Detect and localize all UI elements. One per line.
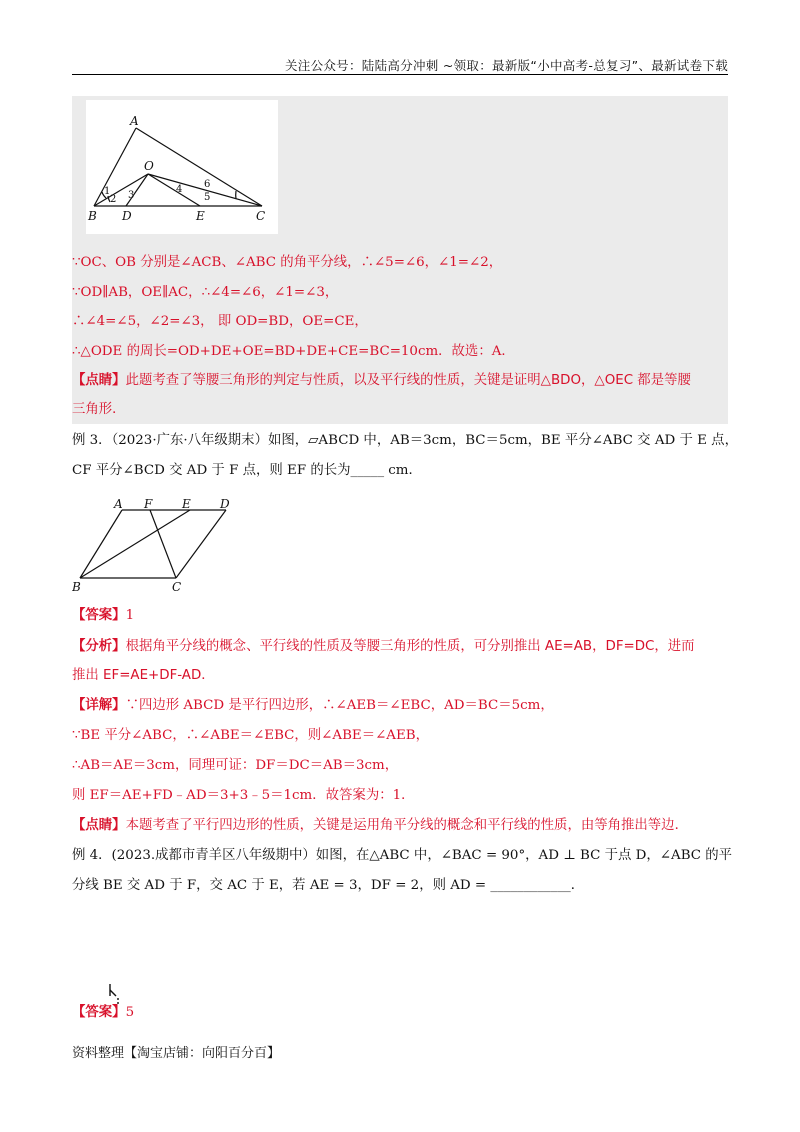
label-b: B <box>72 580 81 594</box>
label-c: C <box>172 580 182 594</box>
label-5: 5 <box>204 192 211 203</box>
label-2: 2 <box>110 194 117 205</box>
figure-triangle-abc <box>86 100 278 234</box>
figure-parallelogram-svg <box>72 496 242 594</box>
label-o: O <box>144 159 154 173</box>
example3-answer <box>72 606 728 626</box>
label-4: 4 <box>176 184 183 195</box>
example3-analysis-line-2: 推出 EF=AE+DF-AD． <box>72 668 215 683</box>
label-e: E <box>196 209 205 223</box>
example3-question-line-2: CF 平分∠BCD 交 AD 于 F 点，则 EF 的长为_____ cm． <box>72 463 422 478</box>
solution-line-1: ∵OC、OB 分别是∠ACB、∠ABC 的角平分线，∴∠5=∠6，∠1=∠2， <box>72 255 503 270</box>
label-b: B <box>88 209 97 223</box>
example4-answer <box>72 1003 728 1023</box>
answer-value: 1 <box>125 608 135 623</box>
example3-detail-line-4: 则 EF＝AE+FD﹣AD＝3+3﹣5＝1cm．故答案为：1． <box>72 788 415 803</box>
label-d: D <box>220 497 230 511</box>
comment-text: 本题考查了平行四边形的性质，关键是运用角平分线的概念和平行线的性质，由等角推出等边． <box>125 818 688 833</box>
example3-question-line-1: 例 3．（2023·广东·八年级期末）如图，▱ABCD 中，AB＝3cm，BC＝5cm，BE 平分∠ABC 交 AD 于 E 点， <box>72 433 738 448</box>
figure-parallelogram <box>72 496 242 594</box>
label-3: 3 <box>128 190 135 201</box>
solution-comment-line-2: 三角形． <box>72 402 126 417</box>
label-e: E <box>182 497 191 511</box>
figure-triangle-abc-svg <box>86 100 278 234</box>
solution-comment <box>72 371 728 391</box>
comment-tag: 【点睛】 <box>72 373 126 388</box>
example4-question-line-2: 分线 BE 交 AD 于 F，交 AC 于 E，若 AE = 3，DF = 2，则 AD = ____________． <box>72 878 585 893</box>
header-divider <box>72 74 728 75</box>
page-footer: 资料整理【淘宝店铺：向阳百分百】 <box>72 1046 281 1061</box>
example3-analysis <box>72 637 728 657</box>
answer-tag: 【答案】 <box>72 608 126 623</box>
example3-detail <box>72 696 728 716</box>
page-header: 关注公众号：陆陆高分冲刺 ~领取：最新版“小中高考-总复习”、最新试卷下载 <box>284 58 728 73</box>
example3-comment <box>72 816 728 836</box>
answer-tag: 【答案】 <box>72 1005 126 1020</box>
detail-text: ∵四边形 ABCD 是平行四边形，∴∠AEB＝∠EBC，AD＝BC＝5cm， <box>125 698 554 713</box>
comment-tag: 【点睛】 <box>72 818 126 833</box>
solution-line-2: ∵OD∥AB，OE∥AC，∴∠4=∠6，∠1=∠3， <box>72 285 339 300</box>
label-1: 1 <box>104 186 111 197</box>
label-f: F <box>144 497 153 511</box>
label-a: A <box>114 497 123 511</box>
example4-question-line-1: 例 4．(2023.成都市青羊区八年级期中）如图，在△ABC 中，∠BAC = 90°，AD ⊥ BC 于点 D，∠ABC 的平 <box>72 848 733 863</box>
analysis-text: 根据角平分线的概念、平行线的性质及等腰三角形的性质，可分别推出 AE=AB，DF=DC，进而 <box>125 639 695 654</box>
solution-line-4: ∴△ODE 的周长=OD+DE+OE=BD+DE+CE=BC=10cm．故选：A． <box>72 344 515 359</box>
solution-line-3: ∴∠4=∠5，∠2=∠3， 即 OD=BD，OE=CE， <box>72 314 368 329</box>
label-6: 6 <box>204 179 211 190</box>
answer-value: 5 <box>125 1005 135 1020</box>
analysis-tag: 【分析】 <box>72 639 126 654</box>
label-a: A <box>130 114 139 128</box>
label-c: C <box>256 209 266 223</box>
comment-text: 此题考查了等腰三角形的判定与性质，以及平行线的性质，关键是证明△BDO，△OEC 都是等腰 <box>125 373 691 388</box>
example3-detail-line-2: ∵BE 平分∠ABC，∴∠ABE＝∠EBC，则∠ABE＝∠AEB， <box>72 728 429 743</box>
example3-detail-line-3: ∴AB＝AE＝3cm，同理可证：DF＝DC＝AB＝3cm， <box>72 758 399 773</box>
label-d: D <box>122 209 132 223</box>
detail-tag: 【详解】 <box>72 698 126 713</box>
